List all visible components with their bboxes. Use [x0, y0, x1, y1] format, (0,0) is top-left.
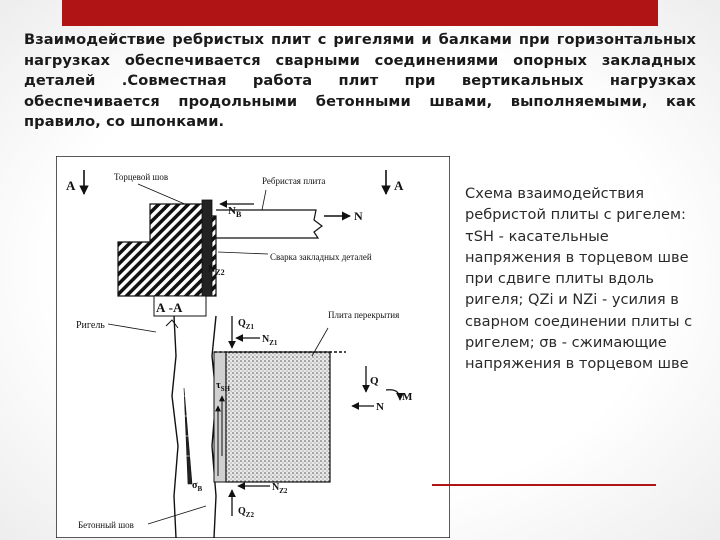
nz2-top-sub: Z2 — [215, 268, 225, 277]
floor-slab-label: Плита перекрытия — [328, 310, 400, 320]
figure-caption: Схема взаимодействия ребристой плиты с ригелем: τSH - касательные напряжения в торцевом шве при сдвиге плиты вдоль ригеля; QZi и NZi - усилия в сварном соединении плиты с ригелем; σв - сжимающие напряжения в торцевом шве — [465, 185, 693, 373]
tau-sub: SH — [220, 385, 230, 393]
nb-label: N — [228, 205, 236, 217]
sigma-sub: B — [197, 485, 203, 493]
interaction-diagram — [56, 156, 450, 538]
section-mark-left: A — [66, 178, 76, 193]
section-mark-right: A — [394, 178, 404, 193]
nz2-label: N — [272, 482, 280, 493]
n-right-label: N — [354, 209, 363, 223]
concrete-seam-label: Бетонный шов — [78, 520, 134, 530]
girder-label: Ригель — [76, 320, 105, 331]
tau-label: τ — [216, 380, 221, 391]
top-accent-bar — [62, 0, 658, 26]
sigma-label: σ — [192, 480, 198, 491]
nz2-sub: Z2 — [279, 487, 288, 495]
m-label: M — [402, 391, 413, 403]
n-low-label: N — [376, 401, 384, 413]
end-seam-label: Торцевой шов — [114, 172, 169, 182]
nz1-sub: Z1 — [269, 339, 278, 347]
qz1-sub: Z1 — [245, 323, 254, 331]
bottom-accent-line — [432, 484, 656, 486]
nb-sub: B — [235, 210, 242, 219]
nz2-top-label: N — [208, 264, 216, 275]
main-paragraph: Взаимодействие ребристых плит с ригелями и балками при горизонтальных нагрузках обеспечивается сварными соединениями опорных закладных деталей .Совместная работа плит при вертикальных нагрузках обеспечивается продольными бетонными швами, выполняемыми, как правило, со шпонками. — [24, 31, 696, 130]
qz2-label: Q — [238, 506, 246, 517]
q-label: Q — [370, 375, 379, 387]
qz1-label: Q — [238, 318, 246, 329]
ribbed-slab-label: Ребристая плита — [262, 176, 326, 186]
weld-label: Сварка закладных деталей — [270, 252, 372, 262]
section-title: А -А — [156, 300, 183, 315]
qz2-sub: Z2 — [245, 511, 254, 519]
nz1-label: N — [262, 334, 270, 345]
